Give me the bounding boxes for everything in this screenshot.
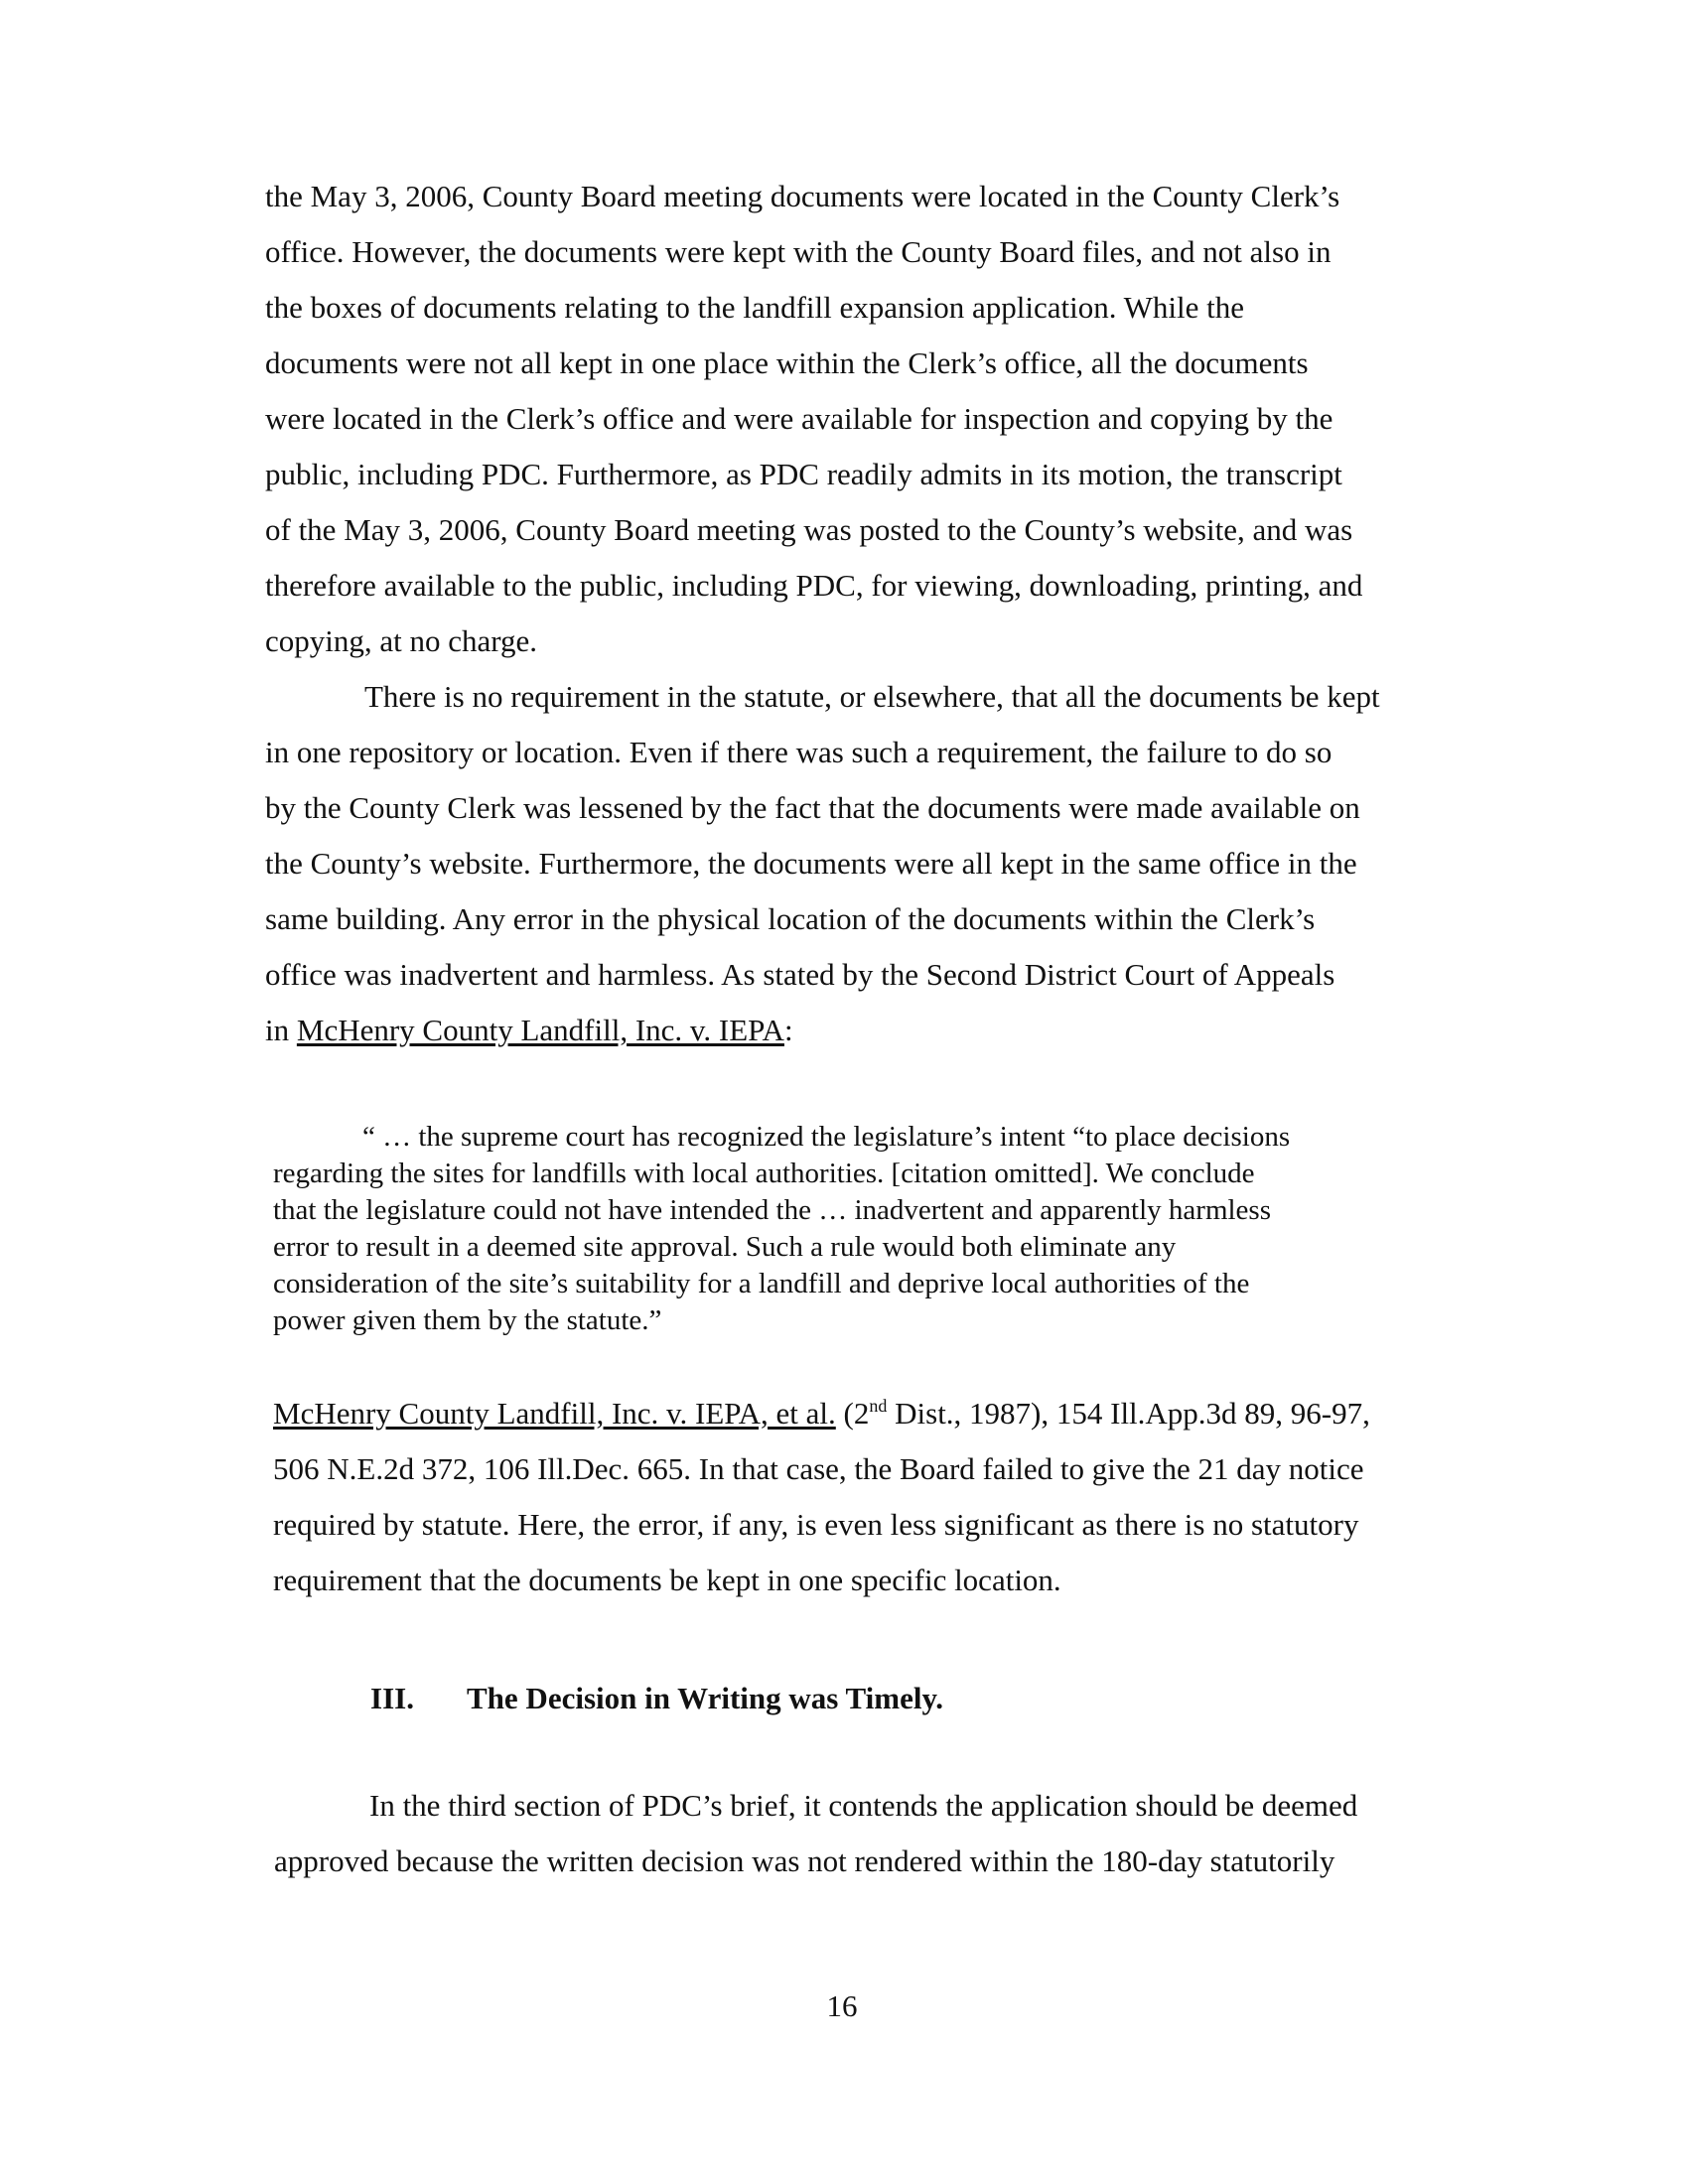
body-line: therefore available to the public, including PDC, for viewing, downloading, printing, and: [265, 568, 1363, 603]
body-line: required by statute. Here, the error, if any, is even less significant as there is no statutory: [273, 1507, 1359, 1542]
section-number: III.: [370, 1681, 414, 1715]
body-line: by the County Clerk was lessened by the fact that the documents were made available on: [265, 790, 1360, 825]
line-prefix: in: [265, 1013, 297, 1047]
quote-line: “ … the supreme court has recognized the legislature’s intent “to place decisions: [362, 1121, 1291, 1153]
body-line: 506 N.E.2d 372, 106 Ill.Dec. 665. In that case, the Board failed to give the 21 day notice: [273, 1451, 1364, 1486]
body-line: public, including PDC. Furthermore, as PDC readily admits in its motion, the transcript: [265, 457, 1342, 491]
line-suffix: :: [783, 1013, 793, 1047]
quote-line: power given them by the statute.”: [273, 1304, 662, 1336]
body-line: In the third section of PDC’s brief, it contends the application should be deemed: [369, 1788, 1358, 1823]
body-line: documents were not all kept in one place within the Clerk’s office, all the documents: [265, 345, 1309, 380]
body-line: office was inadvertent and harmless. As stated by the Second District Court of Appeals: [265, 957, 1335, 992]
body-line: the boxes of documents relating to the landfill expansion application. While the: [265, 290, 1245, 325]
body-line: same building. Any error in the physical location of the documents within the Clerk’s: [265, 901, 1316, 936]
body-line: [265, 1015, 793, 1045]
body-line: There is no requirement in the statute, or elsewhere, that all the documents be kept: [364, 679, 1380, 714]
quote-line: regarding the sites for landfills with local authorities. [citation omitted]. We conclude: [273, 1158, 1255, 1189]
body-line: the May 3, 2006, County Board meeting documents were located in the County Clerk’s: [265, 179, 1340, 213]
body-line: were located in the Clerk’s office and were available for inspection and copying by the: [265, 401, 1333, 436]
page-number: 16: [826, 1988, 858, 2023]
quote-line: consideration of the site’s suitability for a landfill and deprive local authorities of the: [273, 1268, 1250, 1299]
body-line: requirement that the documents be kept in one specific location.: [273, 1563, 1061, 1597]
case-citation: McHenry County Landfill, Inc. v. IEPA: [296, 1013, 784, 1047]
body-line: approved because the written decision was not rendered within the 180-day statutorily: [274, 1843, 1335, 1878]
section-title: The Decision in Writing was Timely.: [467, 1681, 944, 1715]
body-line: in one repository or location. Even if there was such a requirement, the failure to do so: [265, 735, 1333, 769]
quote-line: that the legislature could not have intended the … inadvertent and apparently harmless: [273, 1194, 1272, 1226]
body-line: office. However, the documents were kept with the County Board files, and not also in: [265, 234, 1332, 269]
citation-line: McHenry County Landfill, Inc. v. IEPA, et al. (2nd Dist., 1987), 154 Ill.App.3d 89, 96-97,: [273, 1396, 1370, 1431]
body-line: copying, at no charge.: [265, 623, 538, 658]
case-citation: McHenry County Landfill, Inc. v. IEPA, et al.: [273, 1396, 836, 1431]
quote-line: error to result in a deemed site approval. Such a rule would both eliminate any: [273, 1231, 1177, 1263]
body-line: the County’s website. Furthermore, the documents were all kept in the same office in the: [265, 846, 1357, 881]
body-line: of the May 3, 2006, County Board meeting was posted to the County’s website, and was: [265, 512, 1353, 547]
